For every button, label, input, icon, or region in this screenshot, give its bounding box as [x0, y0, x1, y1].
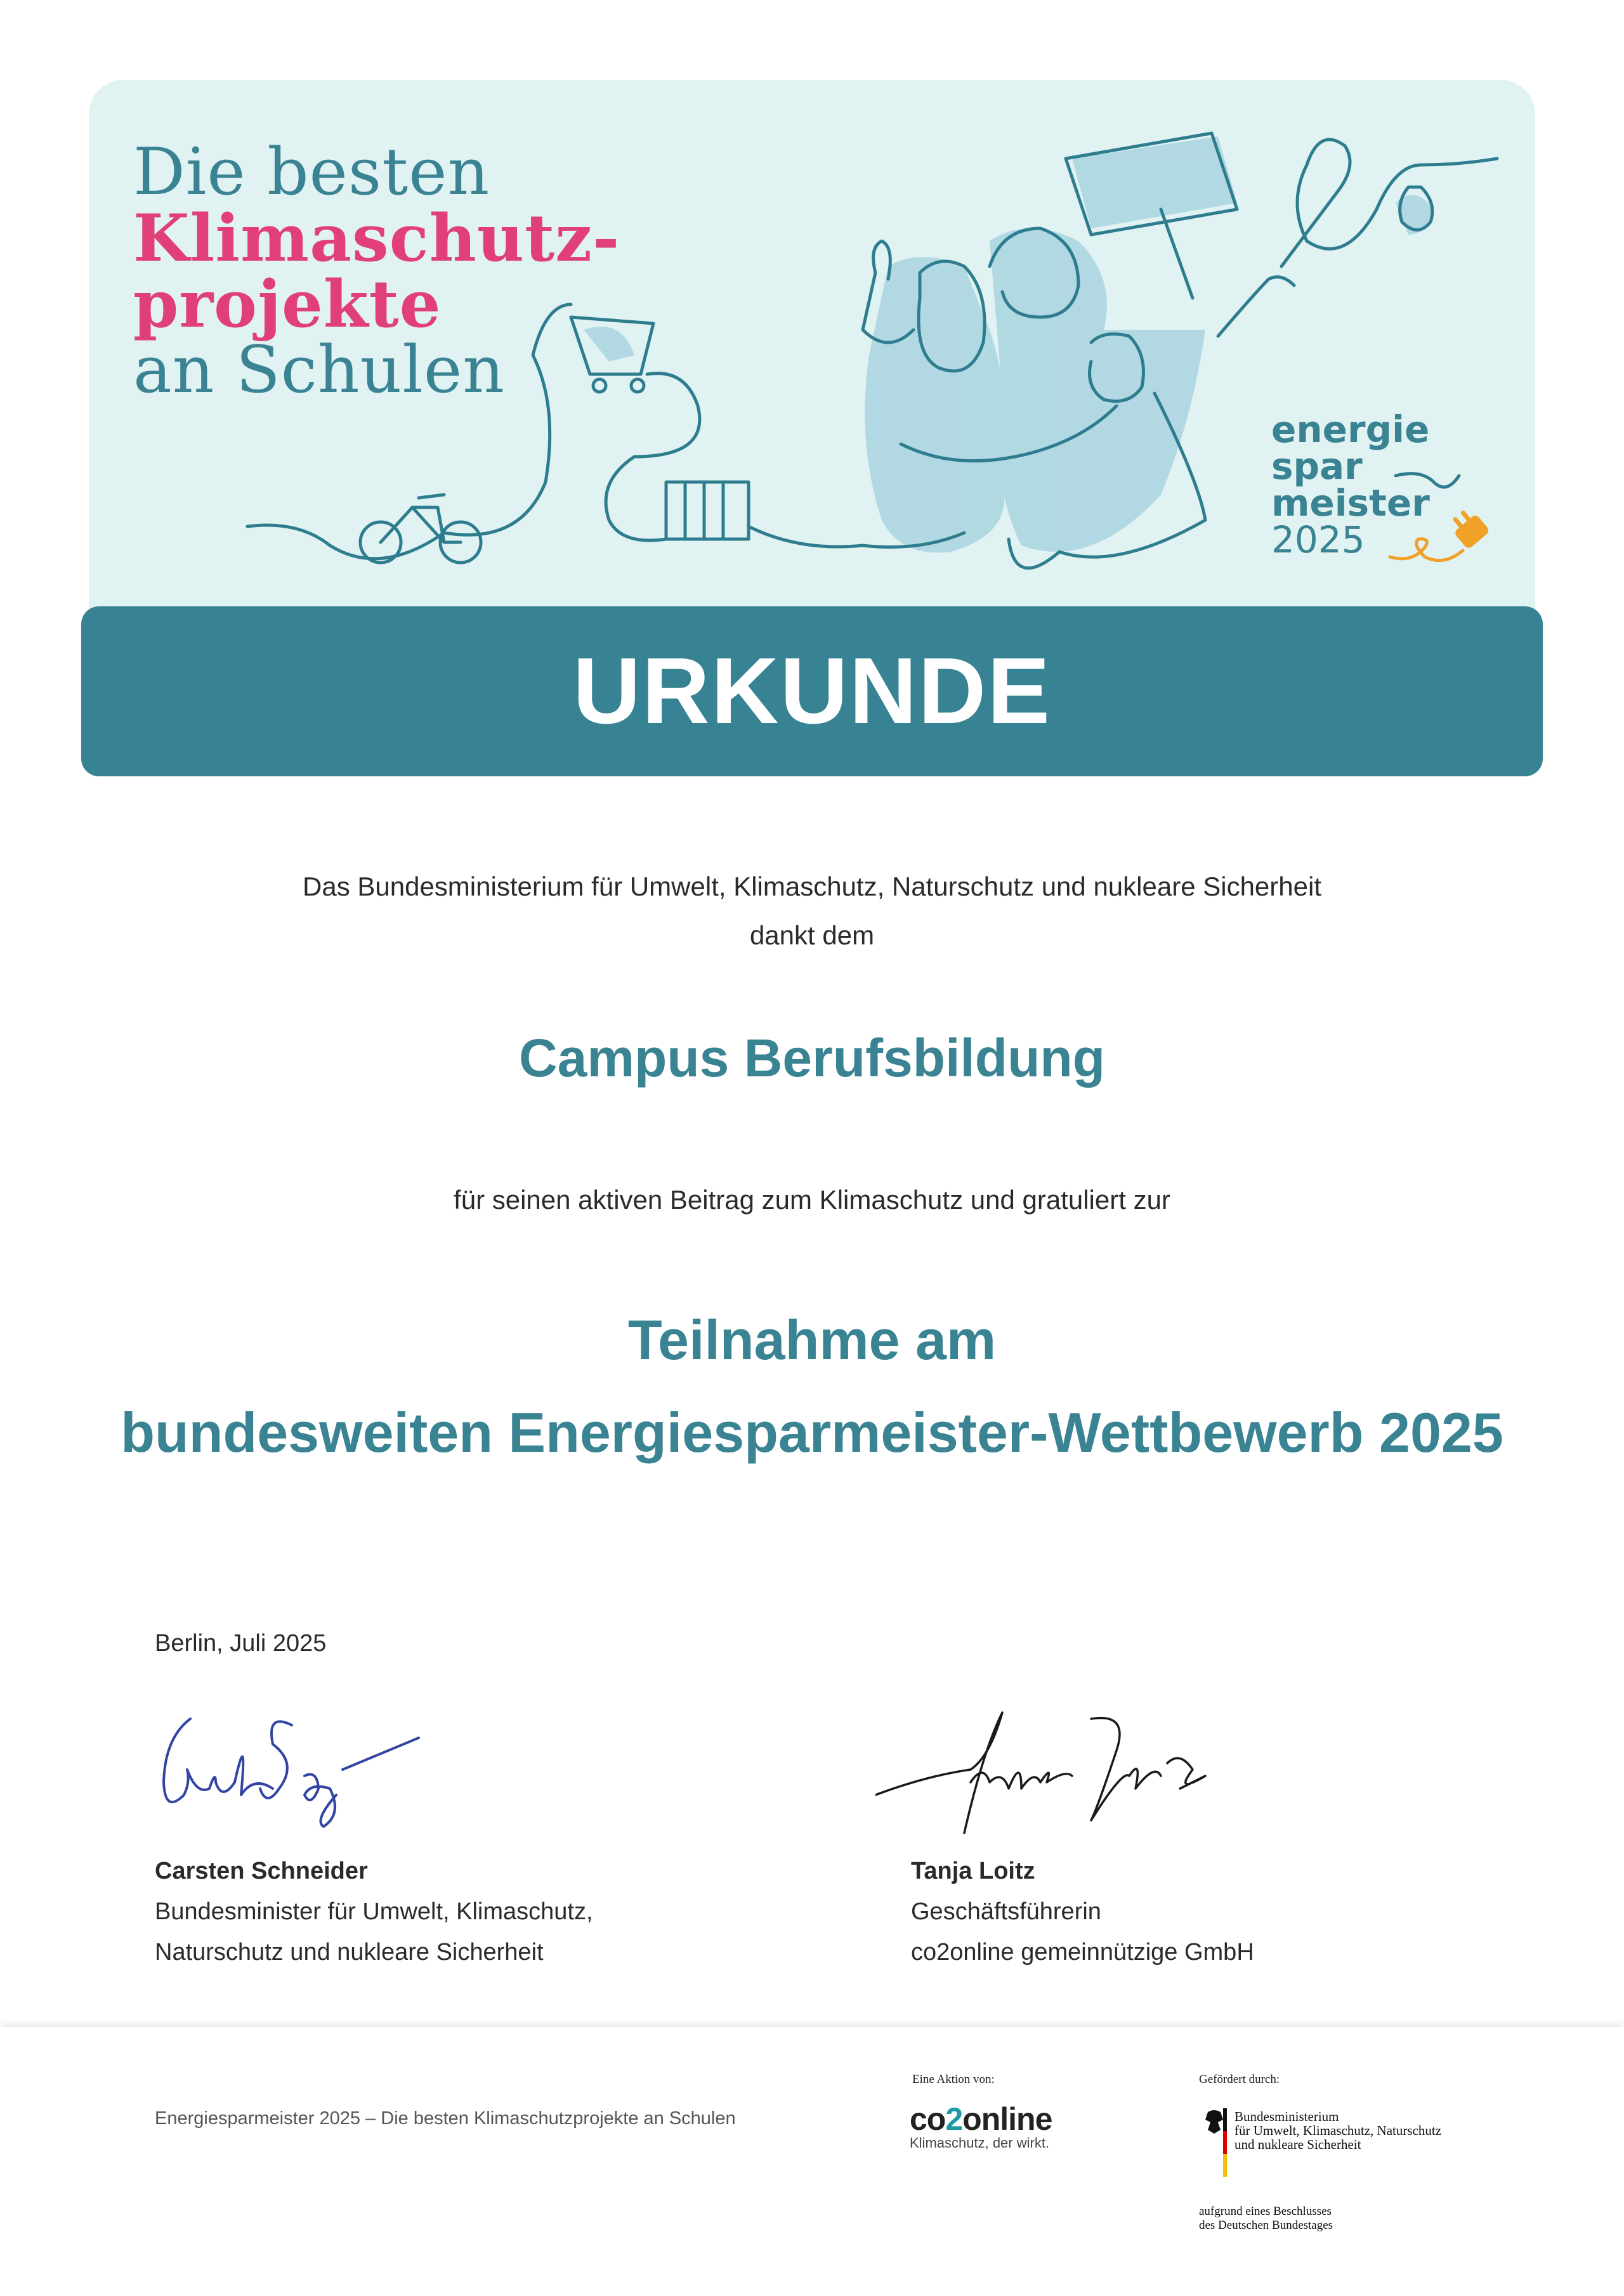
logo-line-energie: energie	[1271, 408, 1430, 451]
certificate-title: URKUNDE	[573, 639, 1051, 743]
signature-carsten-schneider	[152, 1700, 431, 1839]
bmu-line-2: für Umwelt, Klimaschutz, Naturschutz	[1234, 2123, 1441, 2138]
co2-logo-two: 2	[945, 2101, 963, 2137]
bmu-line-1: Bundesministerium	[1234, 2109, 1339, 2124]
bmu-note	[1199, 2205, 1333, 2233]
intro-line-2: dankt dem	[749, 920, 875, 950]
signer-1-name: Carsten Schneider	[155, 1858, 368, 1884]
footer	[0, 2027, 1624, 2296]
bmu-line-3: und nukleare Sicherheit	[1234, 2137, 1361, 2152]
bmu-note-line-1: aufgrund eines Beschlusses	[1199, 2205, 1332, 2218]
co2-logo-prefix: co	[910, 2101, 946, 2137]
header-title-line-3: projekte	[133, 266, 442, 342]
award-line-2: bundesweiten Energiesparmeister-Wettbewerb 2025	[121, 1401, 1503, 1464]
signer-1-role-line-1: Bundesminister für Umwelt, Klimaschutz,	[155, 1898, 593, 1925]
award-text	[0, 1294, 1624, 1479]
funded-label: Gefördert durch:	[1199, 2073, 1280, 2086]
certificate-banner	[81, 606, 1543, 776]
action-label: Eine Aktion von:	[912, 2073, 995, 2086]
signer-2-role-line-1: Geschäftsführerin	[911, 1898, 1101, 1925]
footer-text: Energiesparmeister 2025 – Die besten Klimaschutzprojekte an Schulen	[155, 2108, 736, 2129]
signer-block-1	[155, 1851, 593, 1973]
co2-logo-suffix: online	[962, 2101, 1052, 2137]
signer-2-role-line-2: co2online gemeinnützige GmbH	[911, 1939, 1254, 1966]
co2-tagline: Klimaschutz, der wirkt.	[910, 2135, 1050, 2151]
logo-line-spar: spar	[1271, 445, 1363, 488]
plug-icon	[1387, 493, 1501, 570]
place-date: Berlin, Juli 2025	[155, 1630, 327, 1657]
header-title-line-2: Klimaschutz-	[133, 200, 620, 277]
intro-line-1: Das Bundesministerium für Umwelt, Klimaschutz, Naturschutz und nukleare Sicherheit	[303, 871, 1321, 901]
header-title-line-1: Die besten	[133, 134, 490, 210]
bmu-note-line-2: des Deutschen Bundestages	[1199, 2219, 1333, 2232]
logo-line-meister: meister	[1271, 481, 1430, 525]
signature-tanja-loitz	[875, 1693, 1231, 1846]
signer-block-2	[911, 1851, 1254, 1973]
reason-text: für seinen aktiven Beitrag zum Klimaschutz und gratuliert zur	[454, 1185, 1170, 1215]
header-title-line-4: an Schulen	[133, 332, 505, 408]
recipient-name: Campus Berufsbildung	[518, 1028, 1106, 1088]
federal-eagle-icon	[1199, 2108, 1231, 2184]
award-line-1: Teilnahme am	[627, 1308, 997, 1371]
signer-1-role-line-2: Naturschutz und nukleare Sicherheit	[155, 1939, 544, 1966]
signer-2-name: Tanja Loitz	[911, 1858, 1035, 1884]
bmu-name	[1234, 2110, 1441, 2151]
co2online-logo	[910, 2101, 1052, 2151]
logo-line-year: 2025	[1271, 518, 1365, 561]
